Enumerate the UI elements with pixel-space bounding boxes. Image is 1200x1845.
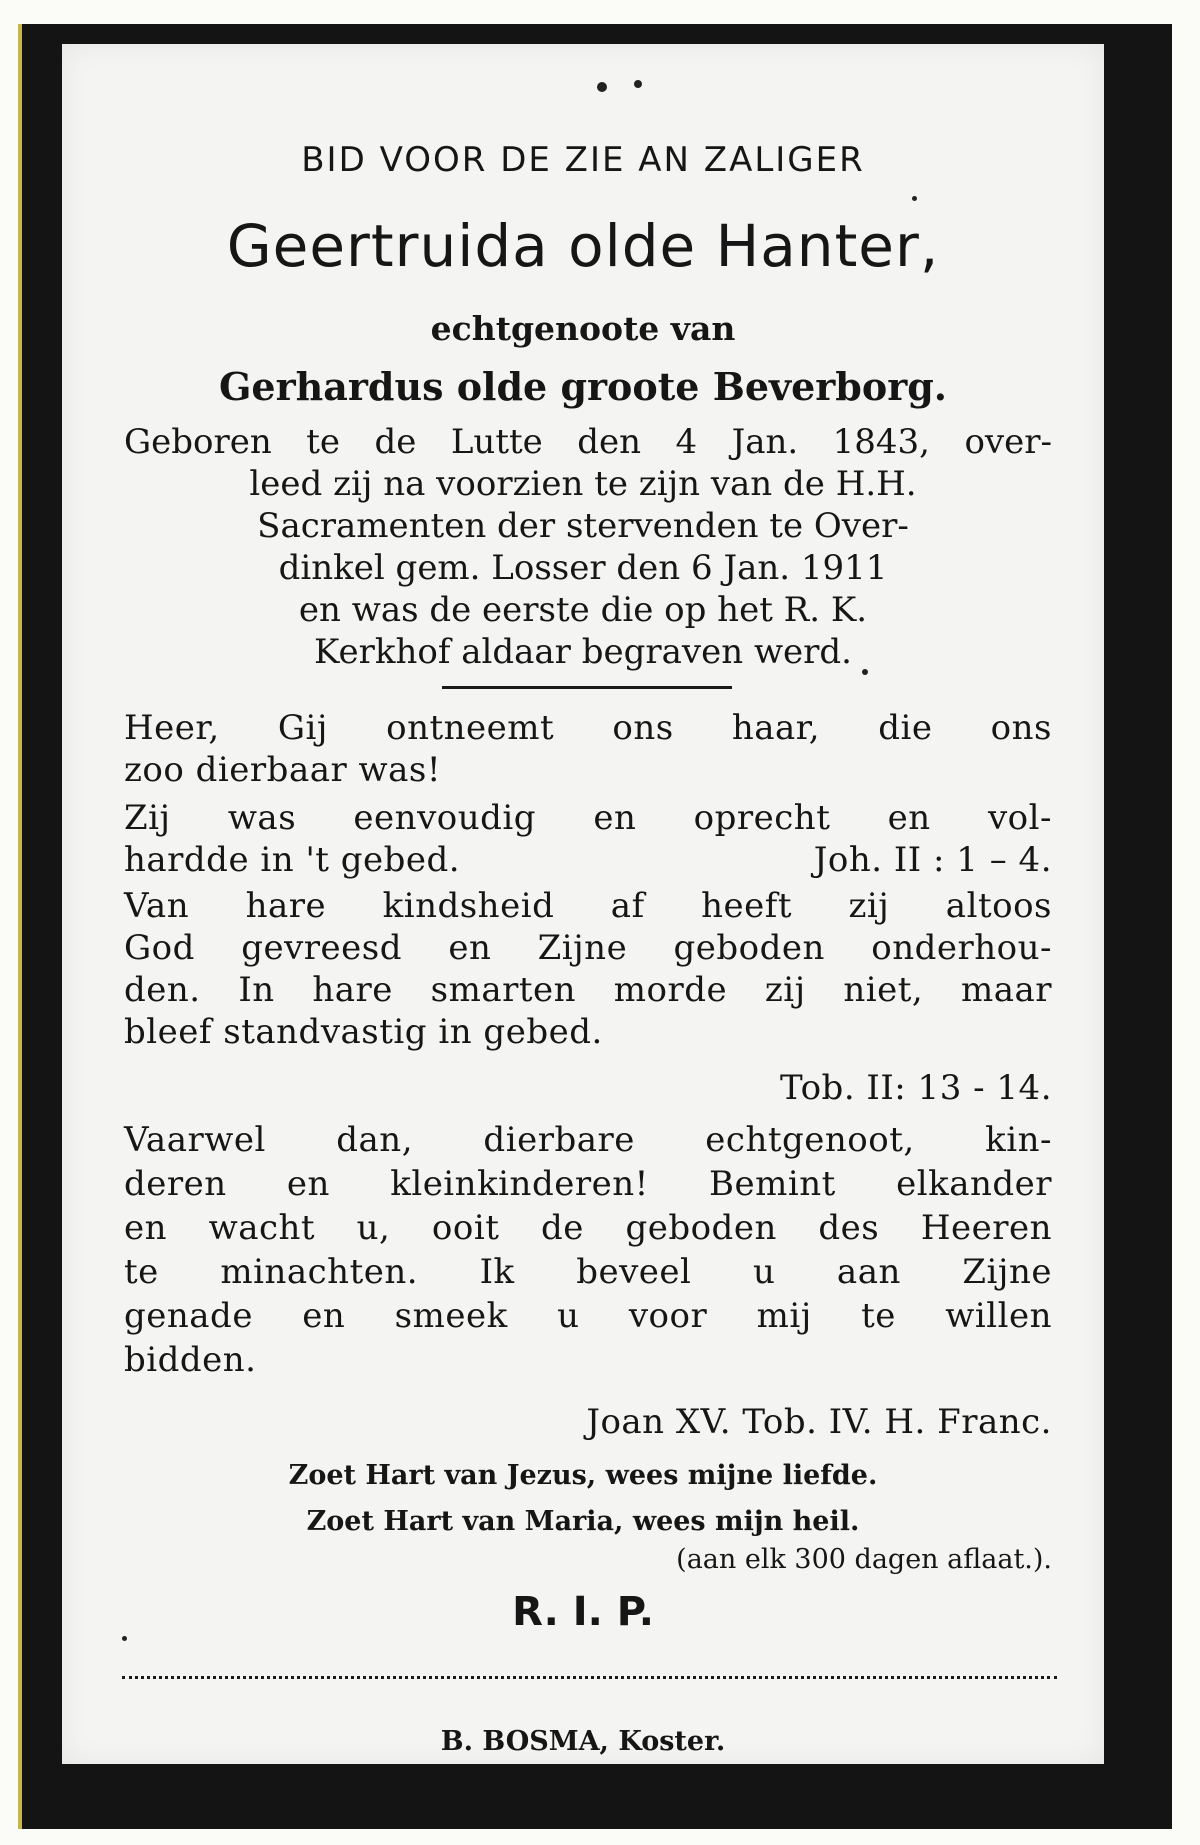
ink-speck <box>122 1636 127 1641</box>
rip-text: R. I. P. <box>512 1589 654 1635</box>
scripture-reference: Tob. II: 13 - 14. <box>780 1068 1052 1108</box>
prayer-line: Zoet Hart van Maria, wees mijn heil. <box>306 1506 860 1537</box>
ink-speck <box>597 82 607 92</box>
ink-speck <box>912 196 917 201</box>
dotted-divider <box>122 1676 1057 1679</box>
prayer-line: Zoet Hart van Jezus, wees mijne liefde. <box>288 1460 878 1491</box>
passage-line: Zij was eenvoudig en oprecht en vol- <box>124 798 1052 838</box>
scripture-reference: Joan XV. Tob. IV. H. Franc. <box>586 1402 1052 1442</box>
bio-line: leed zij na voorzien te zijn van de H.H. <box>249 464 917 504</box>
deceased-name: Geertruida olde Hanter, <box>226 212 940 280</box>
passage-line: bleef standvastig in gebed. <box>124 1012 603 1052</box>
passage-line: en wacht u, ooit de geboden des Heeren <box>124 1208 1052 1248</box>
scripture-reference: Joh. II : 1 – 4. <box>813 840 1052 880</box>
spouse-name: Gerhardus olde groote Beverborg. <box>218 364 948 409</box>
passage-line: den. In hare smarten morde zij niet, maar <box>124 970 1052 1010</box>
memorial-card <box>62 44 1104 1764</box>
passage-line: Vaarwel dan, dierbare echtgenoot, kin- <box>124 1120 1052 1160</box>
indulgence-note: (aan elk 300 dagen aflaat.). <box>676 1544 1052 1575</box>
passage-line: te minachten. Ik beveel u aan Zijne <box>124 1252 1052 1292</box>
bio-line: Kerkhof aldaar begraven werd. <box>314 632 852 672</box>
passage-line: zoo dierbaar was! <box>124 750 442 790</box>
bio-line: Geboren te de Lutte den 4 Jan. 1843, over- <box>124 422 1052 462</box>
passage-line: Van hare kindsheid af heeft zij altoos <box>124 886 1052 926</box>
passage-line: bidden. <box>124 1340 257 1380</box>
passage-line: genade en smeek u voor mij te willen <box>124 1296 1052 1336</box>
divider-line <box>442 686 732 689</box>
ink-speck <box>862 669 868 675</box>
bio-line: dinkel gem. Losser den 6 Jan. 1911 <box>278 548 888 588</box>
passage-line: Heer, Gij ontneemt ons haar, die ons <box>124 708 1052 748</box>
spouse-label: echtgenoote van <box>430 309 736 348</box>
printer-credit: B. BOSMA, Koster. <box>440 1726 726 1757</box>
ink-speck <box>634 80 642 88</box>
bio-line: Sacramenten der stervenden te Over- <box>257 506 909 546</box>
bio-line: en was de eerste die op het R. K. <box>298 590 868 630</box>
passage-line: hardde in 't gebed. <box>124 840 461 880</box>
passage-line: deren en kleinkinderen! Bemint elkander <box>124 1164 1052 1204</box>
passage-line: God gevreesd en Zijne geboden onderhou- <box>124 928 1052 968</box>
card-header: BID VOOR DE ZIE AN ZALIGER <box>301 140 865 180</box>
